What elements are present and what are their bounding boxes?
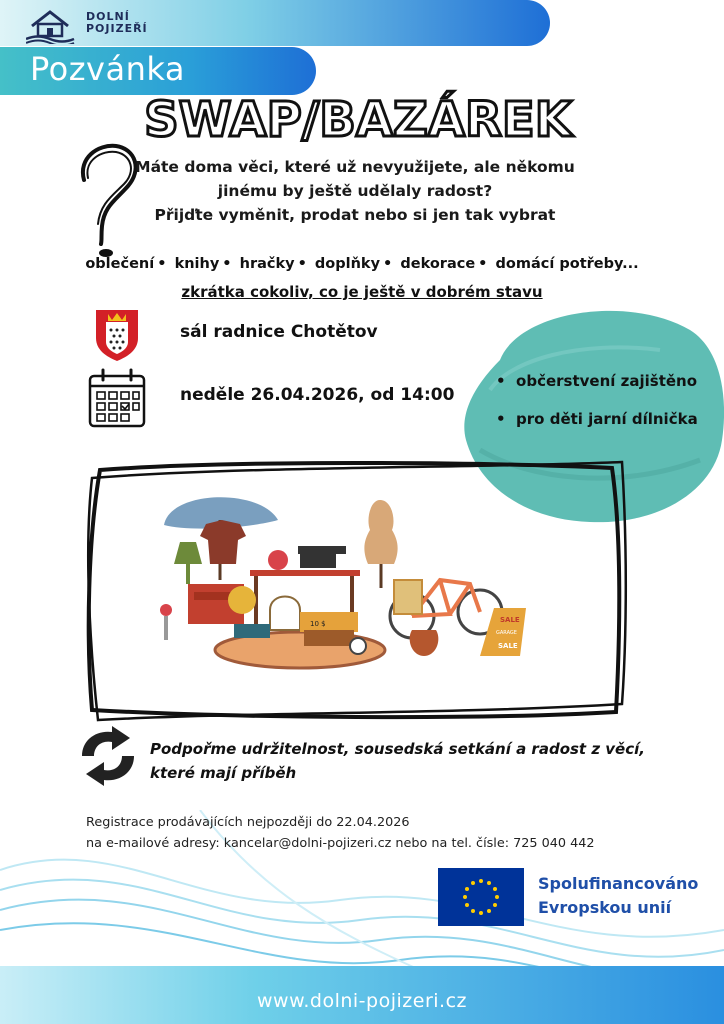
registration-line-1: Registrace prodávajících nejpozději do 22.04.2026	[86, 815, 410, 830]
intro-line-1: Máte doma věci, které už nevyužijete, ale někomu	[135, 158, 575, 176]
garage-sale-illustration	[150, 480, 530, 680]
item: hračky	[239, 256, 295, 272]
eu-text-line-1: Spolufinancováno	[538, 874, 699, 893]
logo-text	[86, 11, 148, 35]
extra-item: • občerstvení zajištěno	[496, 372, 698, 390]
coat-of-arms-icon	[94, 308, 140, 362]
sale-sign-mid: GARAGE	[496, 630, 517, 636]
recycle-arrows-icon	[74, 726, 142, 786]
venue-text: sál radnice Chotětov	[180, 322, 378, 342]
item: dekorace	[400, 256, 476, 272]
intro-line-3: Přijďte vyměnit, prodat nebo si jen tak vybrat	[154, 206, 556, 224]
logo-line-2: POJIZEŘÍ	[86, 22, 148, 35]
item: knihy	[174, 256, 220, 272]
eu-text-line-2: Evropskou unií	[538, 898, 672, 917]
slogan-line-1: Podpořme udržitelnost, sousedská setkání a radost z věcí,	[150, 740, 645, 758]
invite-heading: Pozvánka	[30, 50, 185, 88]
sale-sign-top: SALE	[500, 616, 520, 624]
calendar-icon	[88, 368, 146, 428]
sale-sign-bottom: SALE	[498, 642, 518, 650]
suitcase-price: 10 $	[310, 620, 326, 628]
slogan-line-2: které mají příběh	[150, 764, 297, 782]
intro-line-2: jinému by ještě udělaly radost?	[217, 182, 493, 200]
event-title: SWAP/BAZÁREK	[144, 92, 572, 148]
event-datetime: neděle 26.04.2026, od 14:00	[180, 385, 455, 405]
logo-line-1: DOLNÍ	[86, 10, 130, 23]
condition-text: zkrátka cokoliv, co je ještě v dobrém stavu	[181, 283, 543, 301]
extra-item: • pro děti jarní dílnička	[496, 410, 698, 428]
item: oblečení	[85, 256, 155, 272]
registration-line-2: na e-mailové adresy: kancelar@dolni-pojizeri.cz nebo na tel. čísle: 725 040 442	[86, 836, 595, 851]
item: doplňky	[314, 256, 381, 272]
items-list: oblečení • knihy • hračky • doplňky • dekorace • domácí potřeby...	[85, 256, 639, 272]
extra-text: pro děti jarní dílnička	[516, 410, 698, 428]
item: domácí potřeby...	[495, 256, 639, 272]
eu-flag-icon	[438, 868, 524, 926]
extra-text: občerstvení zajištěno	[516, 372, 698, 390]
footer-website: www.dolni-pojizeri.cz	[256, 990, 467, 1012]
